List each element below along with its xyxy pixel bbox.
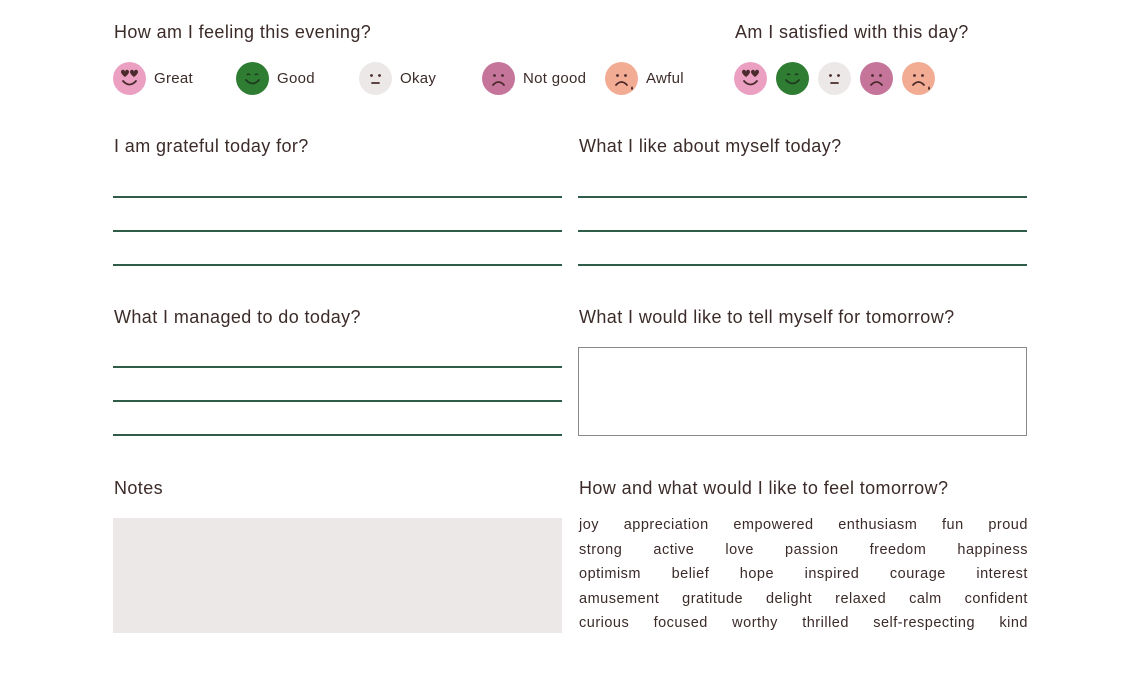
feeling-word[interactable]: hope [739, 566, 775, 583]
feelings-row [579, 562, 1028, 587]
mood-label-not-good: Not good [523, 69, 587, 87]
feeling-word[interactable]: confident [964, 590, 1028, 607]
mood-option-great[interactable] [113, 61, 193, 95]
satisfied-great-heart-eyes-icon[interactable] [734, 62, 767, 95]
neutral-face-icon [359, 62, 392, 95]
like-myself-question: What I like about myself today? [579, 136, 842, 156]
feeling-word[interactable]: optimism [579, 566, 642, 583]
feeling-word[interactable]: delight [765, 590, 813, 607]
mood-label-good: Good [277, 69, 315, 87]
satisfied-okay-neutral-icon[interactable] [818, 62, 851, 95]
feelings-row [579, 587, 1028, 612]
feeling-word[interactable]: love [725, 541, 754, 558]
feeling-word[interactable]: kind [999, 615, 1028, 632]
feeling-word[interactable]: self-respecting [873, 615, 976, 632]
feeling-word[interactable]: curious [579, 615, 630, 632]
feelings-row [579, 611, 1028, 636]
feelings-word-grid [579, 513, 1028, 636]
feeling-word[interactable]: interest [976, 566, 1028, 583]
mood-option-good[interactable] [236, 61, 315, 95]
feeling-word[interactable]: amusement [579, 590, 660, 607]
like-myself-line-1[interactable] [578, 196, 1027, 198]
grateful-line-3[interactable] [113, 264, 562, 266]
crying-face-icon [605, 62, 638, 95]
feeling-word[interactable]: active [653, 541, 695, 558]
feeling-word[interactable]: happiness [957, 541, 1028, 558]
mood-label-great: Great [154, 69, 194, 87]
frowning-face-icon [482, 62, 515, 95]
feeling-word[interactable]: worthy [732, 615, 778, 632]
feeling-word[interactable]: fun [942, 517, 964, 534]
tell-tomorrow-textbox[interactable] [578, 347, 1027, 436]
mood-option-not-good[interactable] [482, 61, 586, 95]
feeling-word[interactable]: joy [579, 517, 600, 534]
mood-option-okay[interactable] [359, 61, 436, 95]
grateful-line-1[interactable] [113, 196, 562, 198]
grateful-line-2[interactable] [113, 230, 562, 232]
feeling-word[interactable]: freedom [869, 541, 927, 558]
like-myself-line-3[interactable] [578, 264, 1027, 266]
satisfied-awful-crying-icon[interactable] [902, 62, 935, 95]
feel-tomorrow-question: How and what would I like to feel tomorrow? [579, 478, 949, 498]
feeling-question: How am I feeling this evening? [114, 22, 372, 42]
mood-label-awful: Awful [646, 69, 684, 87]
feeling-word[interactable]: strong [579, 541, 623, 558]
feeling-word[interactable]: focused [653, 615, 708, 632]
mood-label-okay: Okay [400, 69, 437, 87]
managed-line-1[interactable] [113, 366, 562, 368]
heart-eyes-face-icon [113, 62, 146, 95]
satisfied-good-smiling-icon[interactable] [776, 62, 809, 95]
satisfied-not-good-frowning-icon[interactable] [860, 62, 893, 95]
tell-tomorrow-question: What I would like to tell myself for tomorrow? [579, 307, 955, 327]
managed-question: What I managed to do today? [114, 307, 361, 327]
smiling-face-icon [236, 62, 269, 95]
feeling-word[interactable]: thrilled [802, 615, 849, 632]
feeling-word[interactable]: passion [785, 541, 839, 558]
managed-line-3[interactable] [113, 434, 562, 436]
notes-area[interactable] [113, 518, 562, 633]
like-myself-line-2[interactable] [578, 230, 1027, 232]
notes-heading: Notes [114, 478, 164, 498]
feeling-word[interactable]: calm [909, 590, 942, 607]
feeling-word[interactable]: proud [988, 517, 1028, 534]
feeling-word[interactable]: empowered [733, 517, 814, 534]
feeling-word[interactable]: courage [889, 566, 946, 583]
feeling-word[interactable]: enthusiasm [838, 517, 918, 534]
feelings-row [579, 513, 1028, 538]
satisfied-question: Am I satisfied with this day? [735, 22, 969, 42]
feeling-word[interactable]: inspired [804, 566, 860, 583]
mood-option-awful[interactable] [605, 61, 684, 95]
feeling-word[interactable]: gratitude [682, 590, 744, 607]
grateful-question: I am grateful today for? [114, 136, 309, 156]
feeling-word[interactable]: appreciation [623, 517, 709, 534]
feeling-word[interactable]: belief [671, 566, 710, 583]
feeling-word[interactable]: relaxed [835, 590, 887, 607]
feelings-row [579, 538, 1028, 563]
managed-line-2[interactable] [113, 400, 562, 402]
